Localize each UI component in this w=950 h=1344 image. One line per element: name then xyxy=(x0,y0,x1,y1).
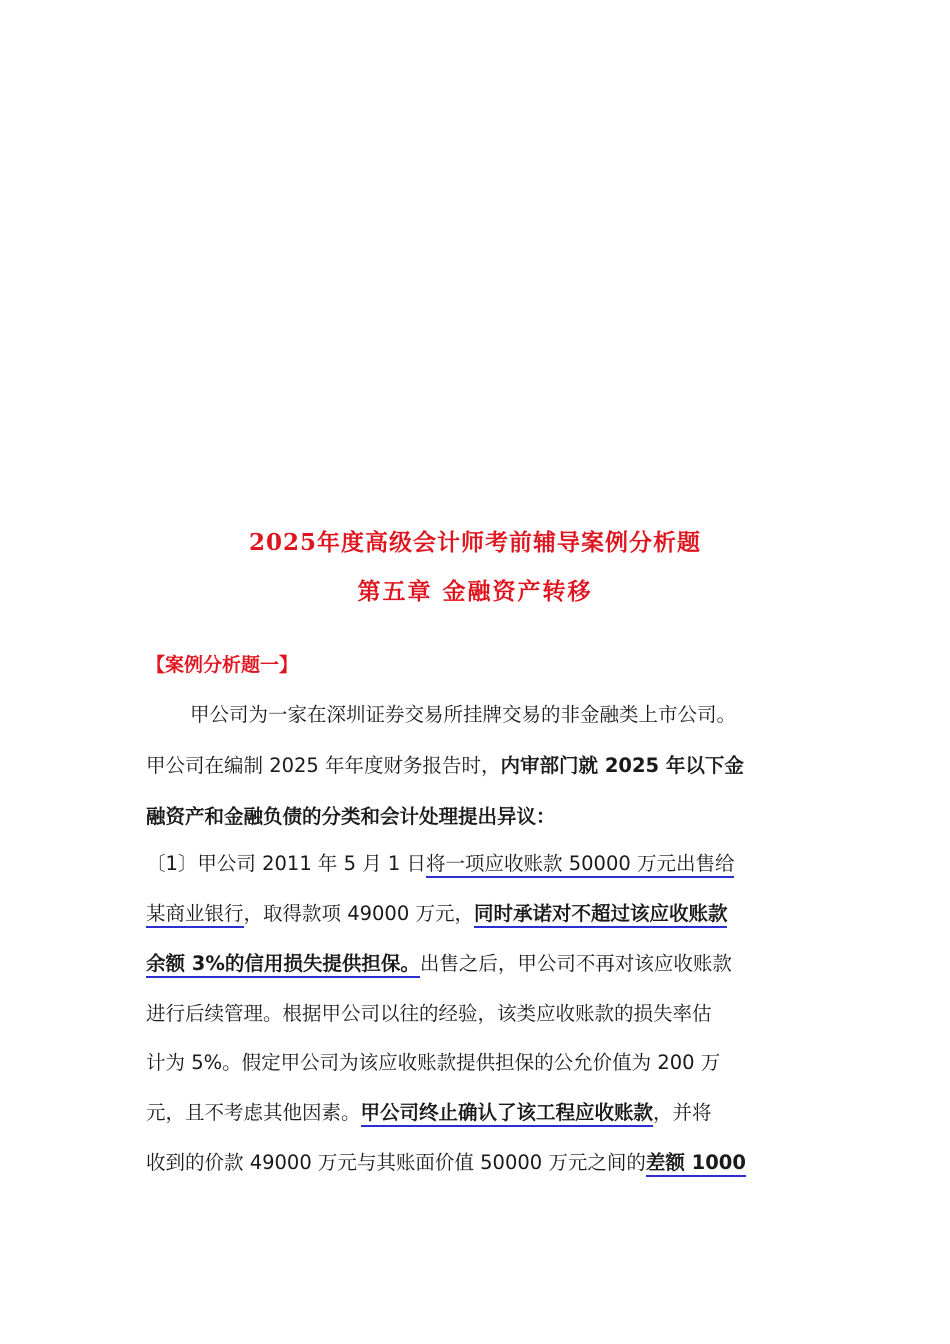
paragraph-line xyxy=(146,1150,746,1180)
paragraph-line xyxy=(146,1050,720,1080)
line-text: 进行后续管理。根据甲公司以往的经验，该类应收账款的损失率估 xyxy=(146,1002,712,1025)
line-text: 出售之后，甲公司不再对该应收账款 xyxy=(419,952,732,975)
emphasis-text: 融资产和金融负债的分类和会计处理提出异议： xyxy=(146,805,556,828)
document-title: 2025年度高级会计师考前辅导案例分析题 xyxy=(248,529,701,556)
paragraph-line xyxy=(146,851,734,881)
paragraph-line xyxy=(146,804,556,834)
line-text: 收到的价款 49000 万元与其账面价值 50000 万元之间的 xyxy=(146,1151,646,1174)
line-text: ，并将 xyxy=(653,1101,712,1124)
underlined-emphasis-text: 余额 3%的信用损失提供担保。 xyxy=(146,952,420,978)
line-text: 甲公司在编制 2025 年年度财务报告时， xyxy=(146,754,501,777)
case-heading: 【案例分析题一】 xyxy=(146,654,299,676)
paragraph-line xyxy=(146,901,727,931)
line-text: 甲公司为一家在深圳证券交易所挂牌交易的非金融类上市公司。 xyxy=(190,703,737,726)
emphasis-text: 内审部门就 2025 年以下金 xyxy=(500,754,744,777)
paragraph-line xyxy=(146,1001,712,1031)
line-text: 元，且不考虑其他因素。 xyxy=(146,1101,361,1124)
chapter-title: 第五章 金融资产转移 xyxy=(357,578,593,605)
underlined-emphasis-text: 差额 1000 xyxy=(646,1151,746,1177)
line-text: 计为 5%。假定甲公司为该应收账款提供担保的公允价值为 200 万 xyxy=(146,1051,721,1074)
paragraph-line xyxy=(146,1100,712,1130)
paragraph-line xyxy=(190,702,736,732)
underlined-text: 某商业银行 xyxy=(146,902,244,928)
underlined-emphasis-text: 同时承诺对不超过该应收账款 xyxy=(474,902,728,928)
line-text: ，取得款项 49000 万元， xyxy=(243,902,474,925)
underlined-emphasis-text: 甲公司终止确认了该工程应收账款 xyxy=(361,1101,654,1127)
paragraph-line xyxy=(146,951,732,981)
paragraph-line xyxy=(146,753,744,783)
line-text: 〔1〕甲公司 2011 年 5 月 1 日 xyxy=(146,852,427,875)
underlined-text: 将一项应收账款 50000 万元出售给 xyxy=(426,852,734,878)
